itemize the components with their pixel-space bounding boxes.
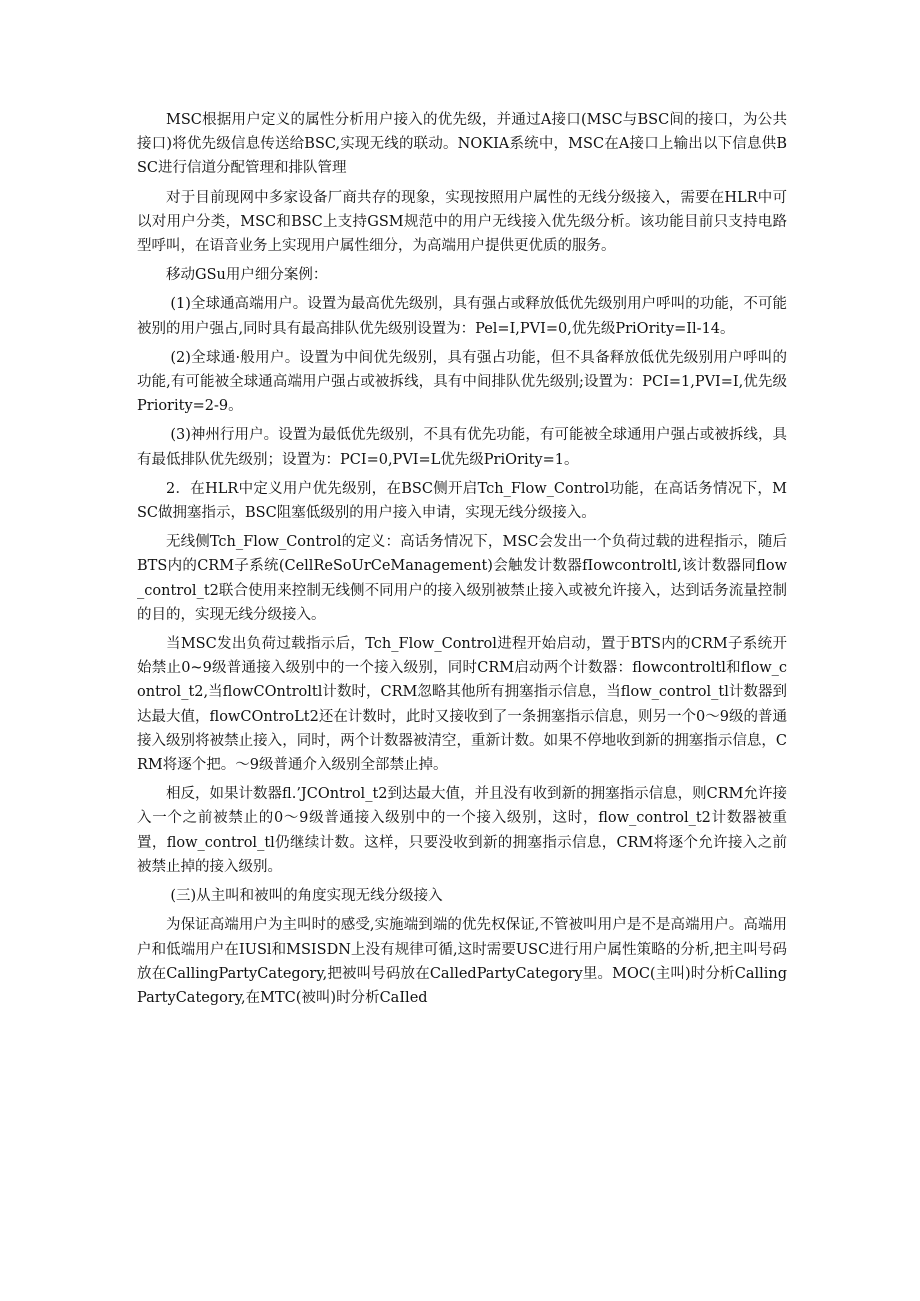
- paragraph: (3)神州行用户。设置为最低优先级别，不具有优先功能，有可能被全球通用户强占或被拆线，具有最低排队优先级别；设置为：PCI=0,PVI=L优先级PriOrity=1。: [137, 427, 787, 468]
- section-heading: (三)从主叫和被叫的角度实现无线分级接入: [170, 888, 443, 905]
- paragraph: (2)全球通·般用户。设置为中间优先级别，具有强占功能，但不具备释放低优先级别用户呼叫的功能,有可能被全球通高端用户强占或被拆线，具有中间排队优先级别;设置为：PCI=1,PVI=I,优先级Priority=2-9。: [137, 349, 787, 415]
- paragraph: 对于目前现网中多家设备厂商共存的现象，实现按照用户属性的无线分级接入，需要在HLR中可以对用户分类，MSC和BSC上支持GSM规范中的用户无线接入优先级分析。该功能目前只支持电路型呼叫，在语音业务上实现用户属性细分，为高端用户提供更优质的服务。: [137, 189, 787, 255]
- paragraph: 移动GSu用户细分案例：: [166, 267, 328, 284]
- paragraph: MSC根据用户定义的属性分析用户接入的优先级，并通过A接口(MSC与BSC间的接口，为公共接口)将优先级信息传送给BSC,实现无线的联动。NOKIA系统中，MSC在A接口上输出以下信息供BSC进行信道分配管理和排队管理: [137, 112, 787, 177]
- paragraph: 当MSC发出负荷过载指示后，Tch_Flow_Control进程开始启动，置于BTS内的CRM子系统开始禁止0~9级普通接入级别中的一个接入级别，同时CRM启动两个计数器：flowcontroltl和flow_control_t2,当flowCOntroltl计数时，CRM忽略其他所有拥塞指示信息，当flow_control_tl计数器到达最大值，flowCOntroLt2还在计数时，此时又接收到了一条拥塞指示信息，则另一个0～9级的普通接入级别将被禁止接入，同时，两个计数器被清空，重新计数。如果不停地收到新的拥塞指示信息，CRM将逐个把。～9级普通介入级别全部禁止掉。: [137, 636, 787, 774]
- paragraph: 2．在HLR中定义用户优先级别，在BSC侧开启Tch_Flow_Control功能，在高话务情况下，MSC做拥塞指示，BSC阻塞低级别的用户接入申请，实现无线分级接入。: [137, 480, 787, 522]
- paragraph: 无线侧Tch_Flow_Control的定义：高话务情况下，MSC会发出一个负荷过载的进程指示，随后BTS内的CRM子系统(CellReSoUrCeManagement)会触发计数器fIowcontroltl,该计数器同flow_control_t2联合使用来控制无线侧不同用户的接入级别被禁止接入或被允许接入，达到话务流量控制的目的，实现无线分级接入。: [137, 534, 787, 623]
- document-body: [137, 108, 787, 1015]
- paragraph: 相反，如果计数器fl.’JCOntrol_t2到达最大值，并且没有收到新的拥塞指示信息，则CRM允许接入一个之前被禁止的0～9级普通接入级别中的一个接入级别，这时，flow_control_t2计数器被重置，flow_control_tl仍继续计数。这样，只要没收到新的拥塞指示信息，CRM将逐个允许接入之前被禁止掉的接入级别。: [137, 786, 787, 875]
- paragraph: (1)全球通高端用户。设置为最高优先级别，具有强占或释放低优先级别用户呼叫的功能，不可能被别的用户强占,同时具有最高排队优先级别设置为：Pel=I,PVI=0,优先级PriOrity=Il-14。: [137, 296, 787, 337]
- paragraph: 为保证高端用户为主叫时的感受,实施端到端的优先权保证,不管被叫用户是不是高端用户。高端用户和低端用户在IUSl和MSISDN上没有规律可循,这时需要USC进行用户属性策略的分析,把主叫号码放在CallingPartyCategory,把被叫号码放在CalledPartyCategory里。MOC(主叫)时分析CallingPartyCategory,在MTC(被叫)时分析CaIled: [137, 917, 787, 1006]
